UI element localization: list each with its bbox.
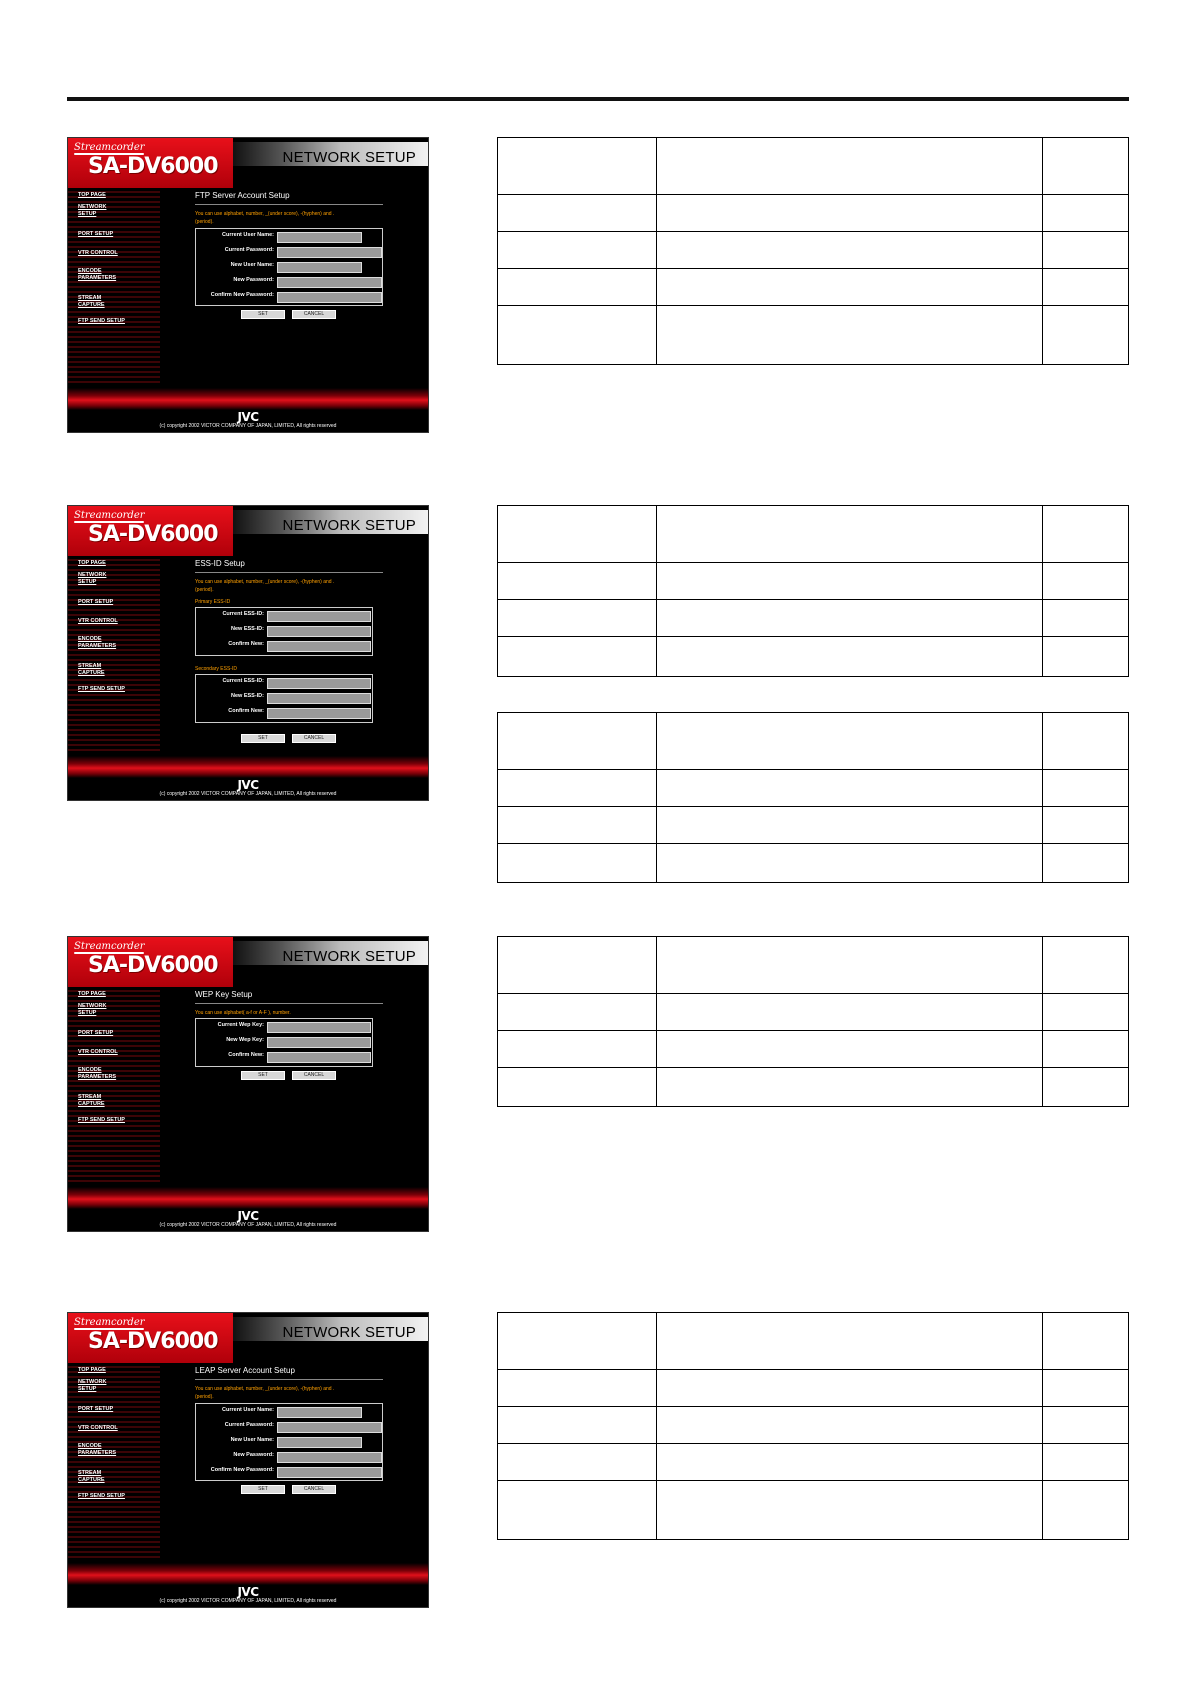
field-label: Confirm New: <box>228 708 264 714</box>
leap-account-form <box>195 1403 383 1481</box>
table-row-divider <box>498 843 1128 844</box>
table-row-divider <box>498 1406 1128 1407</box>
menu-ftp-send-setup[interactable]: FTP SEND SETUP <box>78 1493 125 1499</box>
jvc-logo: JVC <box>237 410 259 424</box>
brand-name: Streamcorder <box>74 142 145 153</box>
side-menu <box>68 556 160 753</box>
confirm-new-input[interactable] <box>267 1052 371 1063</box>
secondary-ess-id-table <box>497 712 1129 883</box>
new-password-input[interactable] <box>277 1452 382 1463</box>
input-note: You can use alphabet, number, _(under score), -(hyphen) and . (period). <box>195 1386 335 1400</box>
wep-key-form <box>195 1018 373 1067</box>
wep-key-setup-screenshot <box>67 936 429 1232</box>
title-rule <box>195 572 383 573</box>
leap-setup-screenshot <box>67 1312 429 1608</box>
menu-top-page[interactable]: TOP PAGE <box>78 991 106 997</box>
field-label: Current ESS-ID: <box>222 678 264 684</box>
current-user-name-input[interactable] <box>277 1407 362 1418</box>
confirm-new-password-input[interactable] <box>277 292 382 303</box>
menu-top-page[interactable]: TOP PAGE <box>78 192 106 198</box>
menu-encode-parameters[interactable]: ENCODE PARAMETERS <box>78 268 117 281</box>
table-row-divider <box>498 231 1128 232</box>
copyright-text: (c) copyright 2002 VICTOR COMPANY OF JAPAN, LIMITED, All rights reserved <box>159 791 337 797</box>
secondary-confirm-new-input[interactable] <box>267 708 371 719</box>
footer-band <box>68 1187 428 1209</box>
menu-encode-parameters[interactable]: ENCODE PARAMETERS <box>78 1443 117 1456</box>
header-bar <box>233 941 428 965</box>
cancel-button[interactable]: CANCEL <box>292 1071 336 1080</box>
cancel-button[interactable]: CANCEL <box>292 734 336 743</box>
footer-band <box>68 1563 428 1585</box>
table-row-divider <box>498 1067 1128 1068</box>
table-row-divider <box>498 305 1128 306</box>
side-menu <box>68 987 160 1184</box>
set-button[interactable]: SET <box>241 1071 285 1080</box>
menu-ftp-send-setup[interactable]: FTP SEND SETUP <box>78 1117 125 1123</box>
jvc-logo: JVC <box>237 778 259 792</box>
secondary-ess-id-label: Secondary ESS-ID <box>195 666 237 672</box>
brand-name: Streamcorder <box>74 941 145 952</box>
table-row-divider <box>498 1030 1128 1031</box>
jvc-logo: JVC <box>237 1585 259 1599</box>
menu-encode-parameters[interactable]: ENCODE PARAMETERS <box>78 636 117 649</box>
top-rule <box>67 97 1129 101</box>
footer-band <box>68 756 428 778</box>
account-form <box>195 228 383 306</box>
title-rule <box>195 1379 383 1380</box>
leap-settings-table <box>497 1312 1129 1540</box>
section-title: ESS-ID Setup <box>195 559 245 568</box>
brand-name: Streamcorder <box>74 510 145 521</box>
new-user-name-input[interactable] <box>277 1437 362 1448</box>
menu-stream-capture[interactable]: STREAM CAPTURE <box>78 663 105 676</box>
field-label: Current Password: <box>224 1422 274 1428</box>
menu-vtr-control[interactable]: VTR CONTROL <box>78 250 118 256</box>
table-row-divider <box>498 636 1128 637</box>
field-label: Current Password: <box>224 247 274 253</box>
table-row-divider <box>498 1443 1128 1444</box>
copyright-text: (c) copyright 2002 VICTOR COMPANY OF JAPAN, LIMITED, All rights reserved <box>159 1222 337 1228</box>
side-menu <box>68 1363 160 1560</box>
menu-stream-capture[interactable]: STREAM CAPTURE <box>78 1094 105 1107</box>
menu-top-page[interactable]: TOP PAGE <box>78 560 106 566</box>
menu-network-setup[interactable]: NETWORK SETUP <box>78 572 107 585</box>
field-label: Current User Name: <box>222 1407 274 1413</box>
primary-ess-id-table <box>497 505 1129 677</box>
table-row-divider <box>498 993 1128 994</box>
table-column-divider <box>1042 506 1043 676</box>
table-column-divider <box>1042 713 1043 882</box>
menu-network-setup[interactable]: NETWORK SETUP <box>78 1003 107 1016</box>
ess-id-setup-screenshot <box>67 505 429 801</box>
header-bar <box>233 1317 428 1341</box>
table-column-divider <box>656 1313 657 1539</box>
model-name: SA-DV6000 <box>88 953 218 978</box>
header-title: NETWORK SETUP <box>282 517 416 534</box>
footer-band <box>68 388 428 410</box>
menu-stream-capture[interactable]: STREAM CAPTURE <box>78 1470 105 1483</box>
table-row-divider <box>498 599 1128 600</box>
field-label: New Wep Key: <box>226 1037 264 1043</box>
table-row-divider <box>498 1480 1128 1481</box>
brand-name: Streamcorder <box>74 1317 145 1328</box>
current-wep-key-input[interactable] <box>267 1022 371 1033</box>
header-title: NETWORK SETUP <box>282 1324 416 1341</box>
primary-ess-id-label: Primary ESS-ID <box>195 599 231 605</box>
secondary-ess-id-form <box>195 674 373 723</box>
table-row-divider <box>498 769 1128 770</box>
new-password-input[interactable] <box>277 277 382 288</box>
jvc-logo: JVC <box>237 1209 259 1223</box>
table-row-divider <box>498 1369 1128 1370</box>
menu-port-setup[interactable]: PORT SETUP <box>78 1030 114 1036</box>
menu-vtr-control[interactable]: VTR CONTROL <box>78 1049 118 1055</box>
side-menu <box>68 188 160 385</box>
table-row-divider <box>498 194 1128 195</box>
menu-port-setup[interactable]: PORT SETUP <box>78 1406 114 1412</box>
input-note: You can use alphabet, number, _(under score), -(hyphen) and . (period). <box>195 211 335 225</box>
menu-encode-parameters[interactable]: ENCODE PARAMETERS <box>78 1067 117 1080</box>
primary-new-ess-id-input[interactable] <box>267 626 371 637</box>
menu-port-setup[interactable]: PORT SETUP <box>78 231 114 237</box>
set-button[interactable]: SET <box>241 310 285 319</box>
field-label: New Password: <box>233 277 274 283</box>
table-column-divider <box>656 937 657 1106</box>
menu-ftp-send-setup[interactable]: FTP SEND SETUP <box>78 318 125 324</box>
field-label: Confirm New: <box>228 641 264 647</box>
field-label: New Password: <box>233 1452 274 1458</box>
field-label: New ESS-ID: <box>230 693 264 699</box>
wep-key-table <box>497 936 1129 1107</box>
model-name: SA-DV6000 <box>88 154 218 179</box>
table-row-divider <box>498 806 1128 807</box>
menu-network-setup[interactable]: NETWORK SETUP <box>78 1379 107 1392</box>
table-column-divider <box>656 713 657 882</box>
menu-ftp-send-setup[interactable]: FTP SEND SETUP <box>78 686 125 692</box>
primary-confirm-new-input[interactable] <box>267 641 371 652</box>
set-button[interactable]: SET <box>241 1485 285 1494</box>
menu-vtr-control[interactable]: VTR CONTROL <box>78 1425 118 1431</box>
title-rule <box>195 1003 383 1004</box>
current-user-name-input[interactable] <box>277 232 362 243</box>
secondary-current-ess-id-input[interactable] <box>267 678 371 689</box>
table-column-divider <box>656 138 657 364</box>
section-title: LEAP Server Account Setup <box>195 1366 295 1375</box>
field-label: New ESS-ID: <box>230 626 264 632</box>
ftp-settings-table <box>497 137 1129 365</box>
field-label: Confirm New Password: <box>210 292 274 298</box>
title-rule <box>195 204 383 205</box>
menu-port-setup[interactable]: PORT SETUP <box>78 599 114 605</box>
header-bar <box>233 510 428 534</box>
copyright-text: (c) copyright 2002 VICTOR COMPANY OF JAPAN, LIMITED, All rights reserved <box>159 1598 337 1604</box>
current-password-input[interactable] <box>277 1422 382 1433</box>
new-user-name-input[interactable] <box>277 262 362 273</box>
primary-ess-id-form <box>195 607 373 656</box>
cancel-button[interactable]: CANCEL <box>292 1485 336 1494</box>
field-label: New User Name: <box>230 1437 274 1443</box>
copyright-text: (c) copyright 2002 VICTOR COMPANY OF JAPAN, LIMITED, All rights reserved <box>159 423 337 429</box>
header-title: NETWORK SETUP <box>282 149 416 166</box>
ftp-setup-screenshot <box>67 137 429 433</box>
table-column-divider <box>1042 937 1043 1106</box>
header-title: NETWORK SETUP <box>282 948 416 965</box>
field-label: Current ESS-ID: <box>222 611 264 617</box>
model-name: SA-DV6000 <box>88 522 218 547</box>
model-name: SA-DV6000 <box>88 1329 218 1354</box>
table-column-divider <box>1042 138 1043 364</box>
section-title: FTP Server Account Setup <box>195 191 290 200</box>
new-wep-key-input[interactable] <box>267 1037 371 1048</box>
menu-stream-capture[interactable]: STREAM CAPTURE <box>78 295 105 308</box>
field-label: New User Name: <box>230 262 274 268</box>
field-label: Confirm New: <box>228 1052 264 1058</box>
menu-top-page[interactable]: TOP PAGE <box>78 1367 106 1373</box>
table-row-divider <box>498 562 1128 563</box>
input-note: You can use alphabet, number, _(under score), -(hyphen) and . (period). <box>195 579 335 593</box>
table-row-divider <box>498 268 1128 269</box>
secondary-new-ess-id-input[interactable] <box>267 693 371 704</box>
section-title: WEP Key Setup <box>195 990 253 999</box>
table-column-divider <box>656 506 657 676</box>
cancel-button[interactable]: CANCEL <box>292 310 336 319</box>
menu-network-setup[interactable]: NETWORK SETUP <box>78 204 107 217</box>
menu-vtr-control[interactable]: VTR CONTROL <box>78 618 118 624</box>
input-note: You can use alphabet( a-f or A-F ), number. <box>195 1010 291 1016</box>
current-password-input[interactable] <box>277 247 382 258</box>
field-label: Current User Name: <box>222 232 274 238</box>
table-column-divider <box>1042 1313 1043 1539</box>
confirm-new-password-input[interactable] <box>277 1467 382 1478</box>
field-label: Current Wep Key: <box>217 1022 264 1028</box>
header-bar <box>233 142 428 166</box>
field-label: Confirm New Password: <box>210 1467 274 1473</box>
set-button[interactable]: SET <box>241 734 285 743</box>
primary-current-ess-id-input[interactable] <box>267 611 371 622</box>
